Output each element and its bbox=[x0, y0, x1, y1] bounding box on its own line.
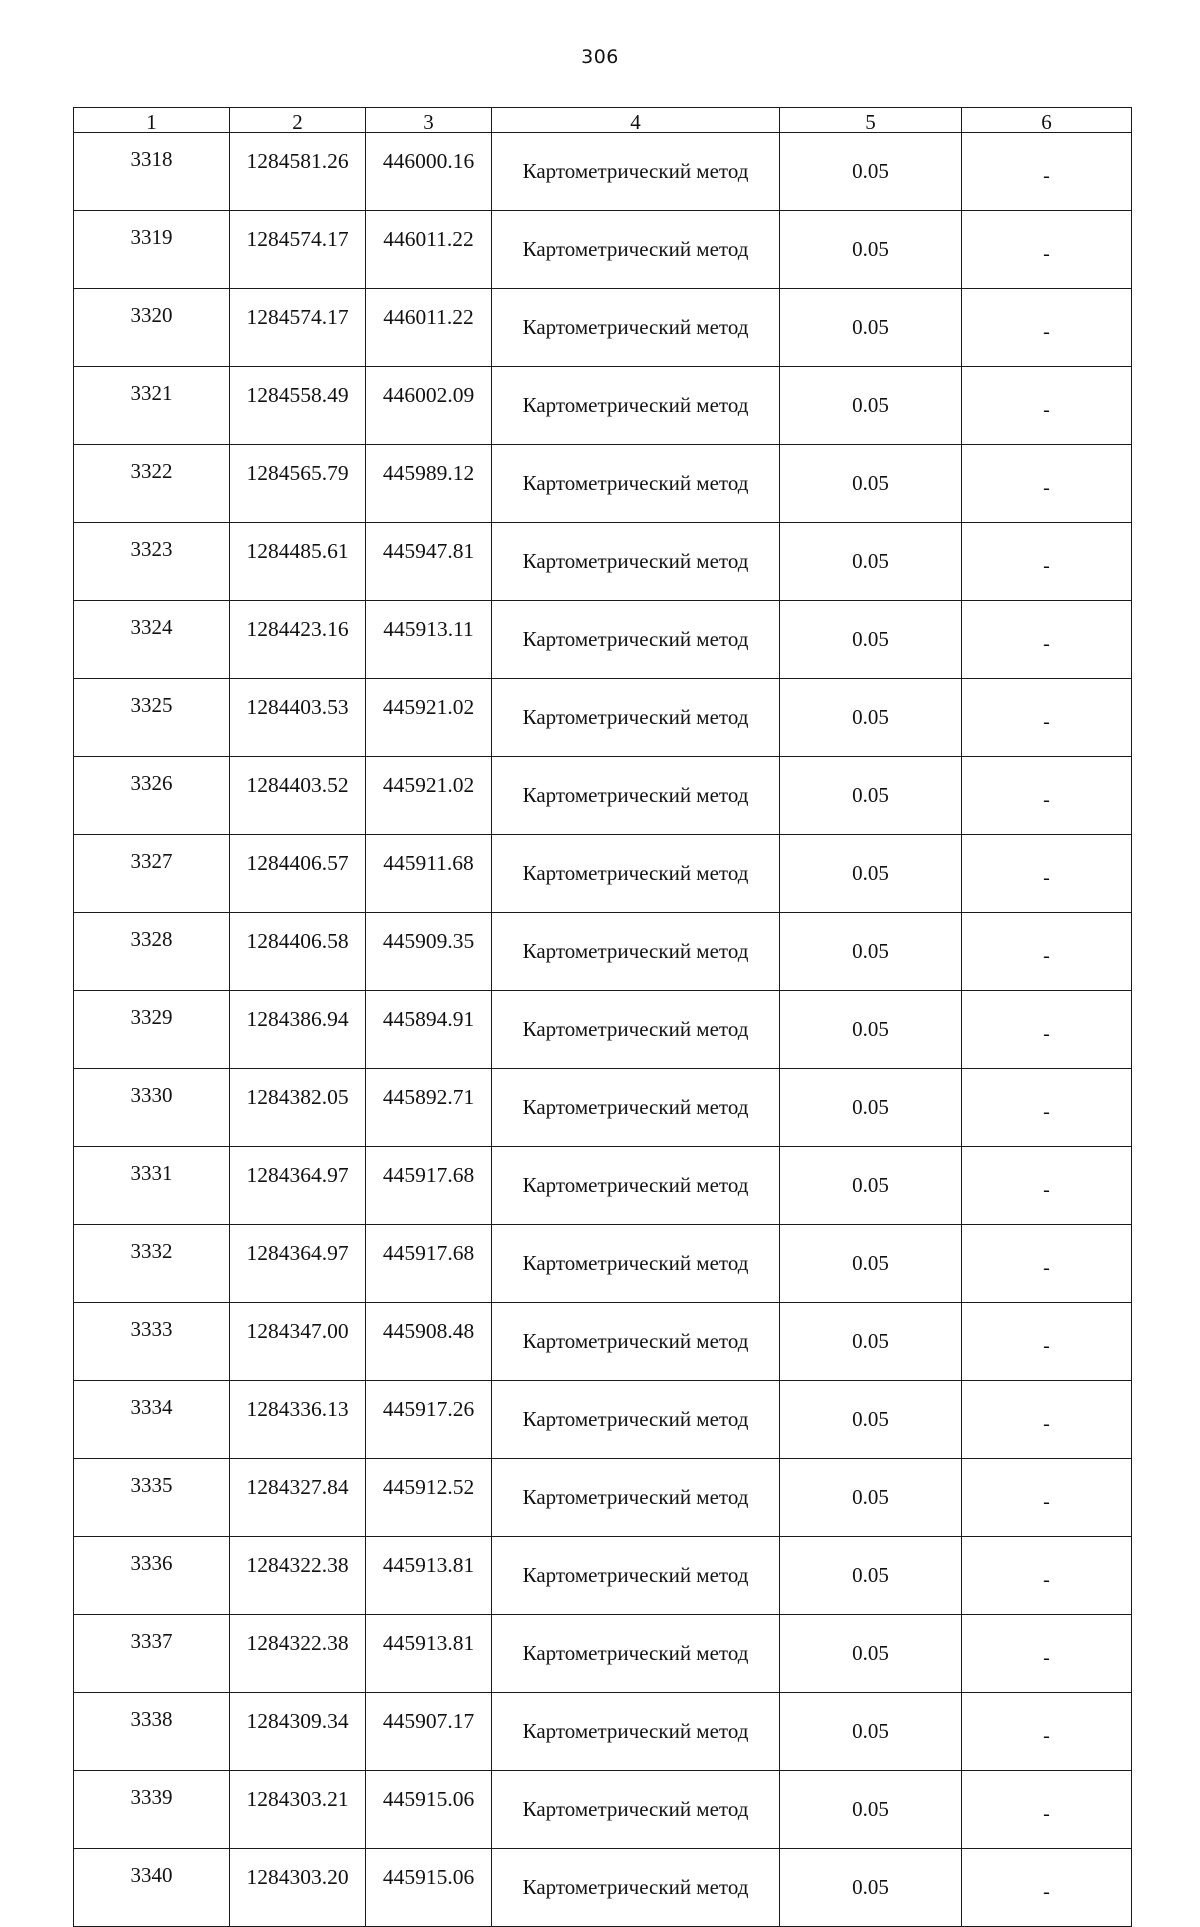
table-row bbox=[74, 1225, 1132, 1303]
method-cell: Картометрический метод bbox=[492, 1849, 780, 1927]
method-cell: Картометрический метод bbox=[492, 367, 780, 445]
note-cell: - bbox=[962, 1615, 1132, 1693]
accuracy-cell: 0.05 bbox=[780, 1537, 962, 1615]
table-row bbox=[74, 835, 1132, 913]
table-row bbox=[74, 1147, 1132, 1225]
note-cell: - bbox=[962, 1849, 1132, 1927]
point-number-cell: 3318 bbox=[74, 133, 230, 211]
point-number-cell: 3337 bbox=[74, 1615, 230, 1693]
accuracy-cell: 0.05 bbox=[780, 1147, 962, 1225]
y-coordinate-cell: 445892.71 bbox=[366, 1069, 492, 1147]
x-coordinate-cell: 1284565.79 bbox=[230, 445, 366, 523]
table-header bbox=[74, 108, 1132, 133]
note-cell: - bbox=[962, 523, 1132, 601]
point-number-cell: 3336 bbox=[74, 1537, 230, 1615]
x-coordinate-cell: 1284423.16 bbox=[230, 601, 366, 679]
point-number-cell: 3333 bbox=[74, 1303, 230, 1381]
x-coordinate-cell: 1284403.53 bbox=[230, 679, 366, 757]
method-cell: Картометрический метод bbox=[492, 1615, 780, 1693]
method-cell: Картометрический метод bbox=[492, 1771, 780, 1849]
table-row bbox=[74, 679, 1132, 757]
note-cell: - bbox=[962, 1537, 1132, 1615]
note-cell: - bbox=[962, 1381, 1132, 1459]
x-coordinate-cell: 1284574.17 bbox=[230, 289, 366, 367]
column-header-6: 6 bbox=[962, 108, 1132, 133]
method-cell: Картометрический метод bbox=[492, 679, 780, 757]
column-header-3: 3 bbox=[366, 108, 492, 133]
column-header-5: 5 bbox=[780, 108, 962, 133]
accuracy-cell: 0.05 bbox=[780, 1381, 962, 1459]
y-coordinate-cell: 445915.06 bbox=[366, 1771, 492, 1849]
method-cell: Картометрический метод bbox=[492, 913, 780, 991]
note-cell: - bbox=[962, 211, 1132, 289]
x-coordinate-cell: 1284309.34 bbox=[230, 1693, 366, 1771]
y-coordinate-cell: 445911.68 bbox=[366, 835, 492, 913]
x-coordinate-cell: 1284322.38 bbox=[230, 1537, 366, 1615]
x-coordinate-cell: 1284303.20 bbox=[230, 1849, 366, 1927]
method-cell: Картометрический метод bbox=[492, 1225, 780, 1303]
accuracy-cell: 0.05 bbox=[780, 211, 962, 289]
y-coordinate-cell: 445909.35 bbox=[366, 913, 492, 991]
y-coordinate-cell: 445915.06 bbox=[366, 1849, 492, 1927]
x-coordinate-cell: 1284386.94 bbox=[230, 991, 366, 1069]
x-coordinate-cell: 1284403.52 bbox=[230, 757, 366, 835]
table-row bbox=[74, 289, 1132, 367]
point-number-cell: 3329 bbox=[74, 991, 230, 1069]
y-coordinate-cell: 445894.91 bbox=[366, 991, 492, 1069]
accuracy-cell: 0.05 bbox=[780, 1849, 962, 1927]
y-coordinate-cell: 446011.22 bbox=[366, 211, 492, 289]
method-cell: Картометрический метод bbox=[492, 1303, 780, 1381]
accuracy-cell: 0.05 bbox=[780, 133, 962, 211]
point-number-cell: 3334 bbox=[74, 1381, 230, 1459]
note-cell: - bbox=[962, 289, 1132, 367]
y-coordinate-cell: 445917.26 bbox=[366, 1381, 492, 1459]
table-row bbox=[74, 757, 1132, 835]
note-cell: - bbox=[962, 1147, 1132, 1225]
coordinates-table bbox=[73, 107, 1132, 1927]
y-coordinate-cell: 445921.02 bbox=[366, 679, 492, 757]
note-cell: - bbox=[962, 601, 1132, 679]
y-coordinate-cell: 445921.02 bbox=[366, 757, 492, 835]
table-row bbox=[74, 1693, 1132, 1771]
y-coordinate-cell: 445907.17 bbox=[366, 1693, 492, 1771]
x-coordinate-cell: 1284406.57 bbox=[230, 835, 366, 913]
method-cell: Картометрический метод bbox=[492, 445, 780, 523]
method-cell: Картометрический метод bbox=[492, 1069, 780, 1147]
table-row bbox=[74, 1771, 1132, 1849]
note-cell: - bbox=[962, 1069, 1132, 1147]
table-row bbox=[74, 1069, 1132, 1147]
table-row bbox=[74, 991, 1132, 1069]
x-coordinate-cell: 1284406.58 bbox=[230, 913, 366, 991]
point-number-cell: 3324 bbox=[74, 601, 230, 679]
note-cell: - bbox=[962, 913, 1132, 991]
table-body bbox=[74, 133, 1132, 1927]
y-coordinate-cell: 445913.11 bbox=[366, 601, 492, 679]
y-coordinate-cell: 445908.48 bbox=[366, 1303, 492, 1381]
accuracy-cell: 0.05 bbox=[780, 1693, 962, 1771]
method-cell: Картометрический метод bbox=[492, 133, 780, 211]
y-coordinate-cell: 445917.68 bbox=[366, 1225, 492, 1303]
x-coordinate-cell: 1284581.26 bbox=[230, 133, 366, 211]
method-cell: Картометрический метод bbox=[492, 523, 780, 601]
method-cell: Картометрический метод bbox=[492, 289, 780, 367]
table-row bbox=[74, 211, 1132, 289]
method-cell: Картометрический метод bbox=[492, 1147, 780, 1225]
method-cell: Картометрический метод bbox=[492, 757, 780, 835]
table-row bbox=[74, 1459, 1132, 1537]
header-row bbox=[74, 108, 1132, 133]
table-row bbox=[74, 367, 1132, 445]
x-coordinate-cell: 1284382.05 bbox=[230, 1069, 366, 1147]
accuracy-cell: 0.05 bbox=[780, 991, 962, 1069]
method-cell: Картометрический метод bbox=[492, 1693, 780, 1771]
column-header-1: 1 bbox=[74, 108, 230, 133]
accuracy-cell: 0.05 bbox=[780, 1225, 962, 1303]
y-coordinate-cell: 446000.16 bbox=[366, 133, 492, 211]
accuracy-cell: 0.05 bbox=[780, 1459, 962, 1537]
x-coordinate-cell: 1284364.97 bbox=[230, 1225, 366, 1303]
note-cell: - bbox=[962, 445, 1132, 523]
accuracy-cell: 0.05 bbox=[780, 679, 962, 757]
note-cell: - bbox=[962, 367, 1132, 445]
y-coordinate-cell: 445913.81 bbox=[366, 1615, 492, 1693]
accuracy-cell: 0.05 bbox=[780, 835, 962, 913]
point-number-cell: 3338 bbox=[74, 1693, 230, 1771]
point-number-cell: 3339 bbox=[74, 1771, 230, 1849]
note-cell: - bbox=[962, 991, 1132, 1069]
accuracy-cell: 0.05 bbox=[780, 1069, 962, 1147]
y-coordinate-cell: 445947.81 bbox=[366, 523, 492, 601]
note-cell: - bbox=[962, 679, 1132, 757]
point-number-cell: 3340 bbox=[74, 1849, 230, 1927]
note-cell: - bbox=[962, 835, 1132, 913]
page-number: 306 bbox=[581, 46, 619, 68]
note-cell: - bbox=[962, 757, 1132, 835]
point-number-cell: 3326 bbox=[74, 757, 230, 835]
y-coordinate-cell: 446011.22 bbox=[366, 289, 492, 367]
method-cell: Картометрический метод bbox=[492, 991, 780, 1069]
point-number-cell: 3325 bbox=[74, 679, 230, 757]
note-cell: - bbox=[962, 1771, 1132, 1849]
x-coordinate-cell: 1284336.13 bbox=[230, 1381, 366, 1459]
accuracy-cell: 0.05 bbox=[780, 1303, 962, 1381]
point-number-cell: 3319 bbox=[74, 211, 230, 289]
method-cell: Картометрический метод bbox=[492, 601, 780, 679]
point-number-cell: 3331 bbox=[74, 1147, 230, 1225]
method-cell: Картометрический метод bbox=[492, 211, 780, 289]
method-cell: Картометрический метод bbox=[492, 1381, 780, 1459]
table-row bbox=[74, 133, 1132, 211]
note-cell: - bbox=[962, 1459, 1132, 1537]
y-coordinate-cell: 446002.09 bbox=[366, 367, 492, 445]
accuracy-cell: 0.05 bbox=[780, 367, 962, 445]
point-number-cell: 3321 bbox=[74, 367, 230, 445]
y-coordinate-cell: 445913.81 bbox=[366, 1537, 492, 1615]
point-number-cell: 3320 bbox=[74, 289, 230, 367]
point-number-cell: 3323 bbox=[74, 523, 230, 601]
point-number-cell: 3335 bbox=[74, 1459, 230, 1537]
method-cell: Картометрический метод bbox=[492, 1459, 780, 1537]
x-coordinate-cell: 1284574.17 bbox=[230, 211, 366, 289]
accuracy-cell: 0.05 bbox=[780, 523, 962, 601]
column-header-4: 4 bbox=[492, 108, 780, 133]
x-coordinate-cell: 1284303.21 bbox=[230, 1771, 366, 1849]
note-cell: - bbox=[962, 1303, 1132, 1381]
y-coordinate-cell: 445917.68 bbox=[366, 1147, 492, 1225]
table-row bbox=[74, 523, 1132, 601]
accuracy-cell: 0.05 bbox=[780, 1771, 962, 1849]
table-row bbox=[74, 1303, 1132, 1381]
accuracy-cell: 0.05 bbox=[780, 289, 962, 367]
table-row bbox=[74, 445, 1132, 523]
table-row bbox=[74, 1615, 1132, 1693]
accuracy-cell: 0.05 bbox=[780, 445, 962, 523]
column-header-2: 2 bbox=[230, 108, 366, 133]
table-row bbox=[74, 601, 1132, 679]
x-coordinate-cell: 1284485.61 bbox=[230, 523, 366, 601]
method-cell: Картометрический метод bbox=[492, 835, 780, 913]
accuracy-cell: 0.05 bbox=[780, 1615, 962, 1693]
x-coordinate-cell: 1284558.49 bbox=[230, 367, 366, 445]
note-cell: - bbox=[962, 1693, 1132, 1771]
accuracy-cell: 0.05 bbox=[780, 757, 962, 835]
table-row bbox=[74, 1381, 1132, 1459]
note-cell: - bbox=[962, 1225, 1132, 1303]
table-row bbox=[74, 1537, 1132, 1615]
x-coordinate-cell: 1284364.97 bbox=[230, 1147, 366, 1225]
point-number-cell: 3327 bbox=[74, 835, 230, 913]
point-number-cell: 3332 bbox=[74, 1225, 230, 1303]
x-coordinate-cell: 1284327.84 bbox=[230, 1459, 366, 1537]
table-row bbox=[74, 913, 1132, 991]
method-cell: Картометрический метод bbox=[492, 1537, 780, 1615]
point-number-cell: 3330 bbox=[74, 1069, 230, 1147]
y-coordinate-cell: 445989.12 bbox=[366, 445, 492, 523]
accuracy-cell: 0.05 bbox=[780, 913, 962, 991]
y-coordinate-cell: 445912.52 bbox=[366, 1459, 492, 1537]
note-cell: - bbox=[962, 133, 1132, 211]
table-row bbox=[74, 1849, 1132, 1927]
point-number-cell: 3322 bbox=[74, 445, 230, 523]
x-coordinate-cell: 1284347.00 bbox=[230, 1303, 366, 1381]
point-number-cell: 3328 bbox=[74, 913, 230, 991]
x-coordinate-cell: 1284322.38 bbox=[230, 1615, 366, 1693]
accuracy-cell: 0.05 bbox=[780, 601, 962, 679]
